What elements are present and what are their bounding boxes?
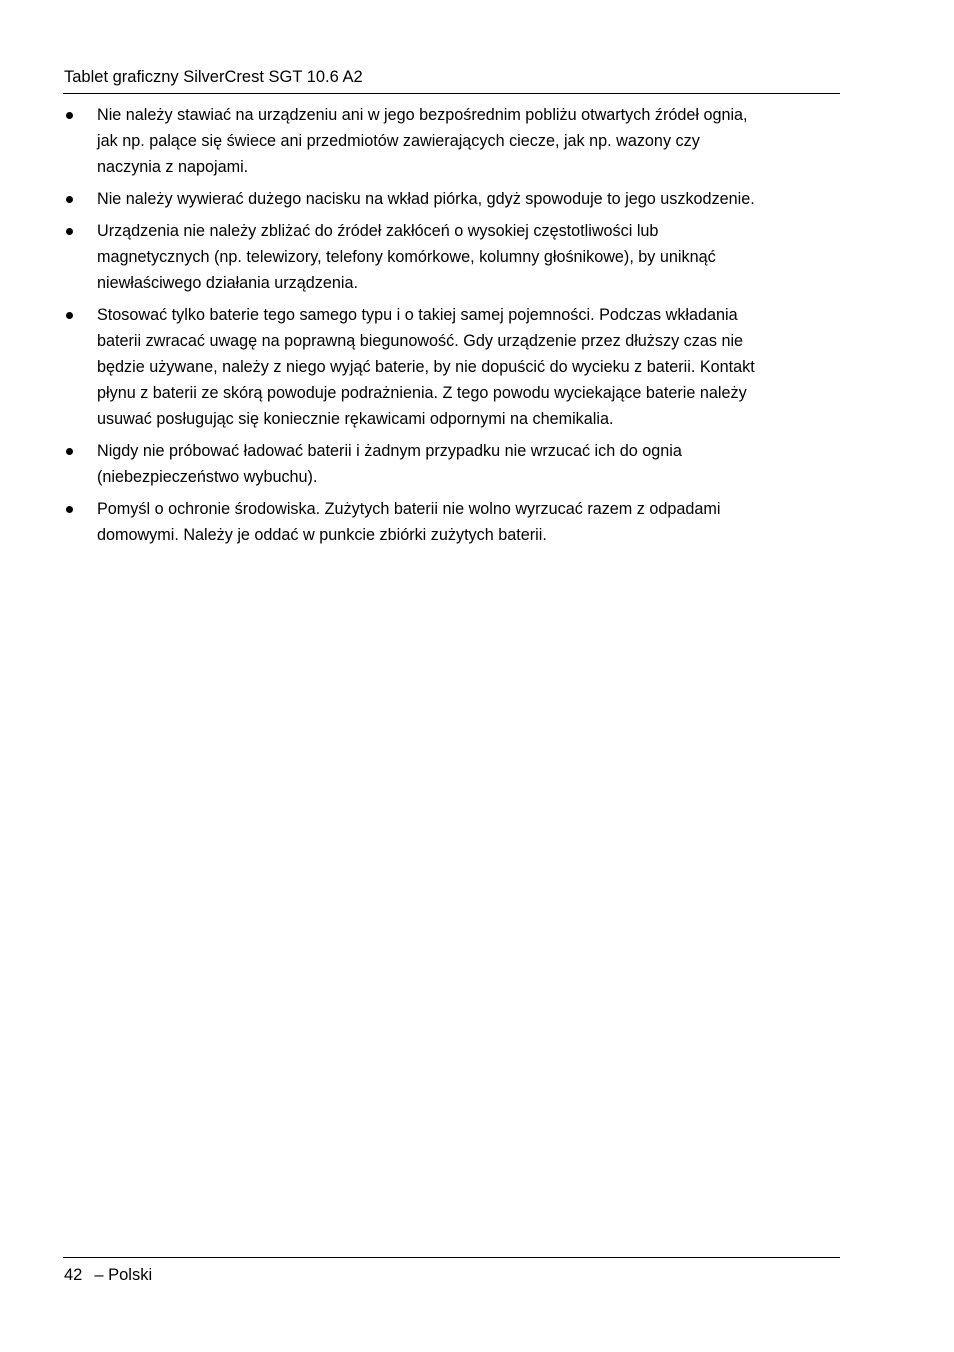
bullet-line: naczynia z napojami. xyxy=(97,158,249,176)
page-header xyxy=(63,64,840,94)
bullet-line: Stosować tylko baterie tego samego typu i o takiej samej pojemności. Podczas wkładania xyxy=(97,306,738,324)
bullet-icon xyxy=(66,448,73,455)
bullet-line: baterii zwracać uwagę na poprawną biegunowość. Gdy urządzenie przez dłuższy czas nie xyxy=(97,332,744,350)
footer-section: – Polski xyxy=(94,1266,153,1284)
bullet-line: Nigdy nie próbować ładować baterii i żadnym przypadku nie wrzucać ich do ognia xyxy=(97,442,682,460)
bullet-icon xyxy=(66,312,73,319)
bullet-line: Nie należy stawiać na urządzeniu ani w jego bezpośrednim pobliżu otwartych źródeł ognia, xyxy=(97,106,748,124)
bullet-line: domowymi. Należy je oddać w punkcie zbiórki zużytych baterii. xyxy=(97,526,547,544)
bullet-line: magnetycznych (np. telewizory, telefony komórkowe, kolumny głośnikowe), by uniknąć xyxy=(97,248,716,266)
document-title: Tablet graficzny SilverCrest SGT 10.6 A2 xyxy=(64,68,363,86)
page-number: 42 xyxy=(64,1266,83,1284)
bullet-line: Nie należy wywierać dużego nacisku na wkład piórka, gdyż spowoduje to jego uszkodzenie. xyxy=(97,190,755,208)
bullet-line: niewłaściwego działania urządzenia. xyxy=(97,274,358,292)
bullet-item xyxy=(63,302,840,432)
bullet-line: usuwać posługując się koniecznie rękawicami odpornymi na chemikalia. xyxy=(97,410,614,428)
bullet-icon xyxy=(66,506,73,513)
bullet-line: (niebezpieczeństwo wybuchu). xyxy=(97,468,318,486)
page-footer xyxy=(63,1257,840,1298)
bullet-line: będzie używane, należy z niego wyjąć baterie, by nie dopuścić do wycieku z baterii. Kontakt xyxy=(97,358,755,376)
bullet-icon xyxy=(66,228,73,235)
bullet-item xyxy=(63,186,840,212)
footer-label xyxy=(64,1265,152,1285)
bullet-line: Pomyśl o ochronie środowiska. Zużytych baterii nie wolno wyrzucać razem z odpadami xyxy=(97,500,721,518)
bullet-item xyxy=(63,218,840,296)
bullet-item xyxy=(63,438,840,490)
bullet-line: Urządzenia nie należy zbliżać do źródeł zakłóceń o wysokiej częstotliwości lub xyxy=(97,222,659,240)
safety-bullet-list xyxy=(63,102,840,554)
bullet-line: jak np. palące się świece ani przedmiotów zawierających ciecze, jak np. wazony czy xyxy=(97,132,700,150)
bullet-icon xyxy=(66,196,73,203)
bullet-line: płynu z baterii ze skórą powoduje podrażnienia. Z tego powodu wyciekające baterie należy xyxy=(97,384,747,402)
bullet-item xyxy=(63,496,840,548)
bullet-item xyxy=(63,102,840,180)
bullet-icon xyxy=(66,112,73,119)
